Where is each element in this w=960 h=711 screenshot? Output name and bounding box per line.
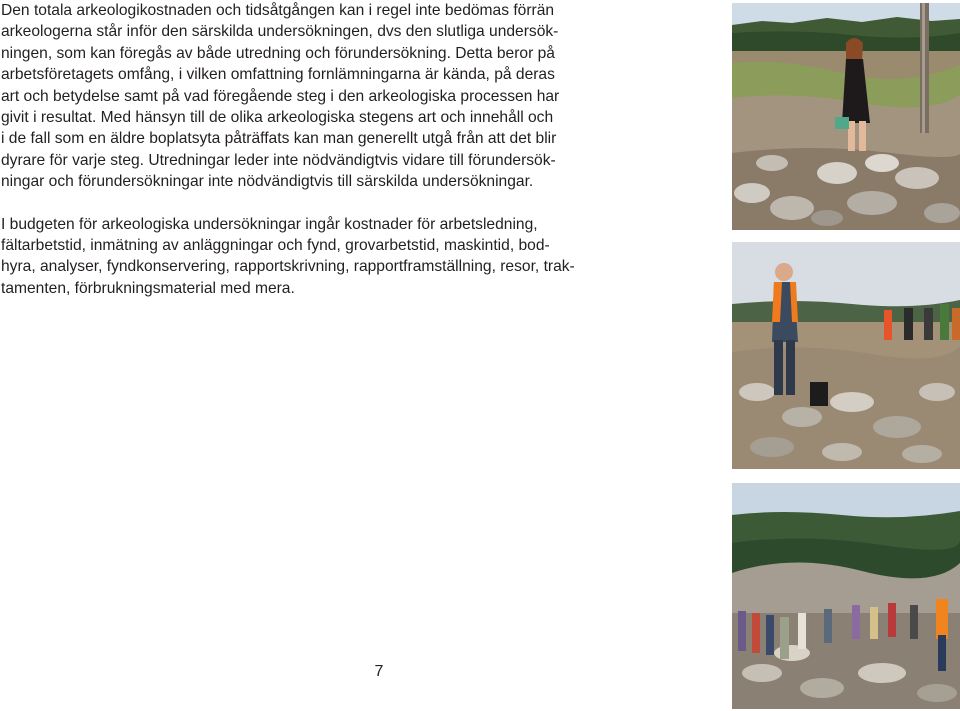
- paragraph-costs: [1, 0, 611, 193]
- text-line: ningar och förundersökningar inte nödvändigtvis till särskilda undersökningar.: [1, 173, 534, 191]
- text-line: hyra, analyser, fyndkonservering, rapportskrivning, rapportframställning, resor, trak-: [1, 258, 575, 276]
- text-line: Den totala arkeologikostnaden och tidsåtgången kan i regel inte bedömas förrän: [1, 2, 555, 19]
- text-line: tamenten, förbrukningsmaterial med mera.: [1, 279, 295, 297]
- text-line: ningen, som kan föregås av både utredning och förundersökning. Detta beror på: [1, 44, 555, 62]
- text-line: givit i resultat. Med hänsyn till de olika arkeologiska stegens art och innehåll och: [1, 109, 554, 127]
- photo-guide-at-excavation: [732, 242, 960, 469]
- text-line: arbetsföretagets omfång, i vilken omfattning fornlämningarna är kända, på deras: [1, 66, 555, 84]
- photo-woman-on-stones: [732, 3, 960, 230]
- text-line: i de fall som en äldre boplatsyta påträffats kan man generellt utgå från att det blir: [1, 130, 557, 148]
- text-line: fältarbetstid, inmätning av anläggningar och fynd, grovarbetstid, maskintid, bod-: [1, 237, 550, 255]
- text-line: dyrare för varje steg. Utredningar leder inte nödvändigtvis vidare till förundersök-: [1, 151, 556, 169]
- photo-group-at-excavation-site: [732, 483, 960, 709]
- text-line: arkeologerna står inför den särskilda undersökningen, dvs den slutliga undersök-: [1, 23, 559, 41]
- paragraph-budget: [1, 214, 611, 300]
- text-line: art och betydelse samt på vad föregående steg i den arkeologiska processen har: [1, 87, 560, 105]
- article-text: [1, 0, 611, 299]
- page-number: 7: [374, 663, 384, 680]
- text-line: I budgeten för arkeologiska undersökningar ingår kostnader för arbetsledning,: [1, 215, 538, 233]
